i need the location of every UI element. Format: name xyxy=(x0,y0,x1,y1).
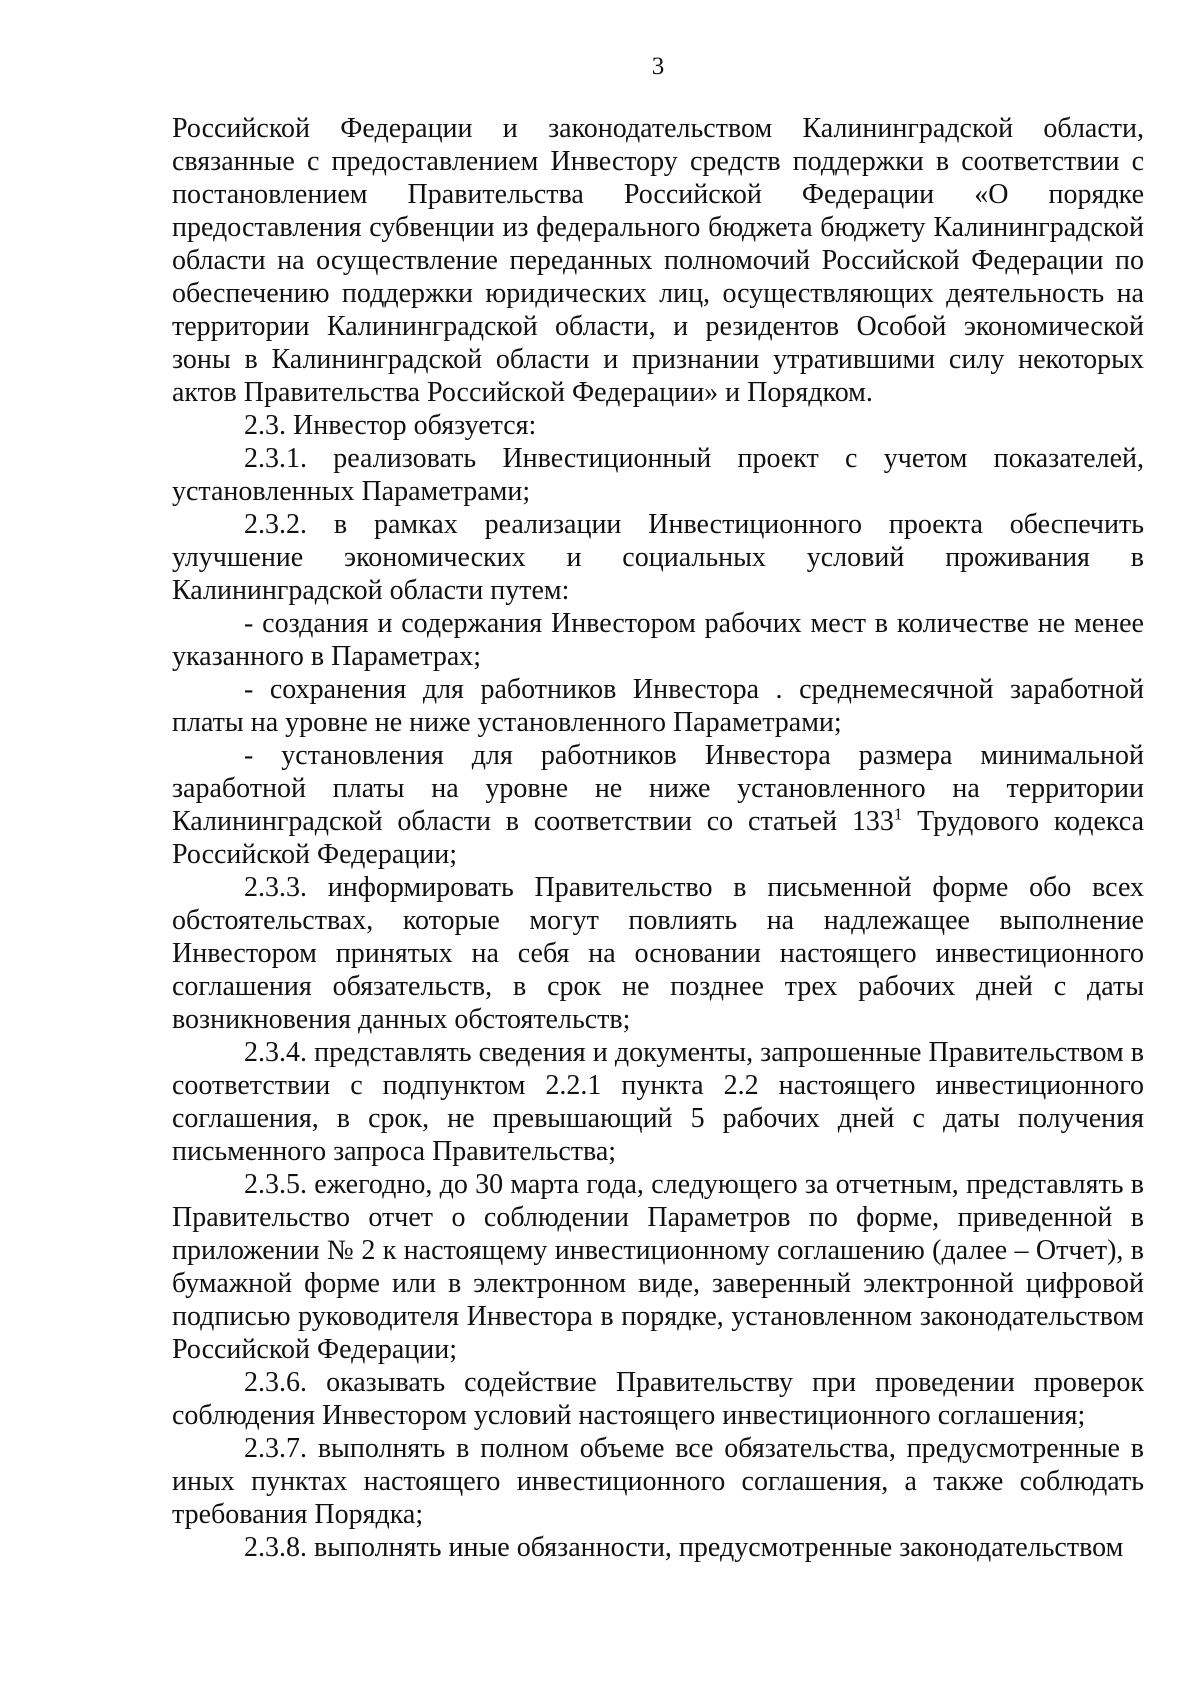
clause-2-3-7: 2.3.7. выполнять в полном объеме все обязательства, предусмотренные в иных пунктах настоящего инвестиционного соглашения, а также соблюдать требования Порядка; xyxy=(172,1433,1144,1530)
minimum-wage-text-before: - установления для работников Инвестора размера минимальной заработной платы на уровне не ниже установленного на территории Калининградской области в соответствии со статьей 133 xyxy=(172,740,1144,837)
clause-2-3-6: 2.3.6. оказывать содействие Правительству при проведении проверок соблюдения Инвестором условий настоящего инвестиционного соглашения; xyxy=(172,1367,1144,1431)
clause-2-3-1: 2.3.1. реализовать Инвестиционный проект с учетом показателей, установленных Параметрами; xyxy=(172,443,1144,507)
list-item-average-salary: - сохранения для работников Инвестора . среднемесячной заработной платы на уровне не ниже установленного Параметрами; xyxy=(172,674,1144,738)
minimum-wage-text-after: Трудового кодекса Российской Федерации; xyxy=(172,806,1144,870)
clause-2-3: 2.3. Инвестор обязуется: xyxy=(244,410,537,441)
clause-2-3-4: 2.3.4. представлять сведения и документы, запрошенные Правительством в соответствии с подпунктом 2.2.1 пункта 2.2 настоящего инвестиционного соглашения, в срок, не превышающий 5 рабочих дней с даты получения письменного запроса Правительства; xyxy=(172,1037,1144,1167)
page-number: 3 xyxy=(651,53,665,80)
document-body xyxy=(172,112,1144,1564)
clause-2-3-8: 2.3.8. выполнять иные обязанности, предусмотренные законодательством xyxy=(244,1532,1124,1563)
list-item-jobs: - создания и содержания Инвестором рабочих мест в количестве не менее указанного в Параметрах; xyxy=(172,608,1144,672)
article-superscript: 1 xyxy=(893,804,903,824)
clause-2-3-5: 2.3.5. ежегодно, до 30 марта года, следующего за отчетным, представлять в Правительство отчет о соблюдении Параметров по форме, приведенной в приложении № 2 к настоящему инвестиционному соглашению (далее – Отчет), в бумажной форме или в электронном виде, заверенный электронной цифровой подписью руководителя Инвестора в порядке, установленном законодательством Российской Федерации; xyxy=(172,1169,1144,1365)
clause-2-3-3: 2.3.3. информировать Правительство в письменной форме обо всех обстоятельствах, которые могут повлиять на надлежащее выполнение Инвестором принятых на себя на основании настоящего инвестиционного соглашения обязательств, в срок не позднее трех рабочих дней с даты возникновения данных обстоятельств; xyxy=(172,872,1144,1035)
list-item-minimum-wage xyxy=(172,739,1144,871)
clause-2-3-2: 2.3.2. в рамках реализации Инвестиционного проекта обеспечить улучшение экономических и социальных условий проживания в Калининградской области путем: xyxy=(172,509,1144,606)
paragraph-intro-continuation: Российской Федерации и законодательством Калининградской области, связанные с предоставлением Инвестору средств поддержки в соответствии с постановлением Правительства Российской Федерации «О порядке предоставления субвенции из федерального бюджета бюджету Калининградской области на осуществление переданных полномочий Российской Федерации по обеспечению поддержки юридических лиц, осуществляющих деятельность на территории Калининградской области, и резидентов Особой экономической зоны в Калининградской области и признании утратившими силу некоторых актов Правительства Российской Федерации» и Порядком. xyxy=(172,113,1144,408)
